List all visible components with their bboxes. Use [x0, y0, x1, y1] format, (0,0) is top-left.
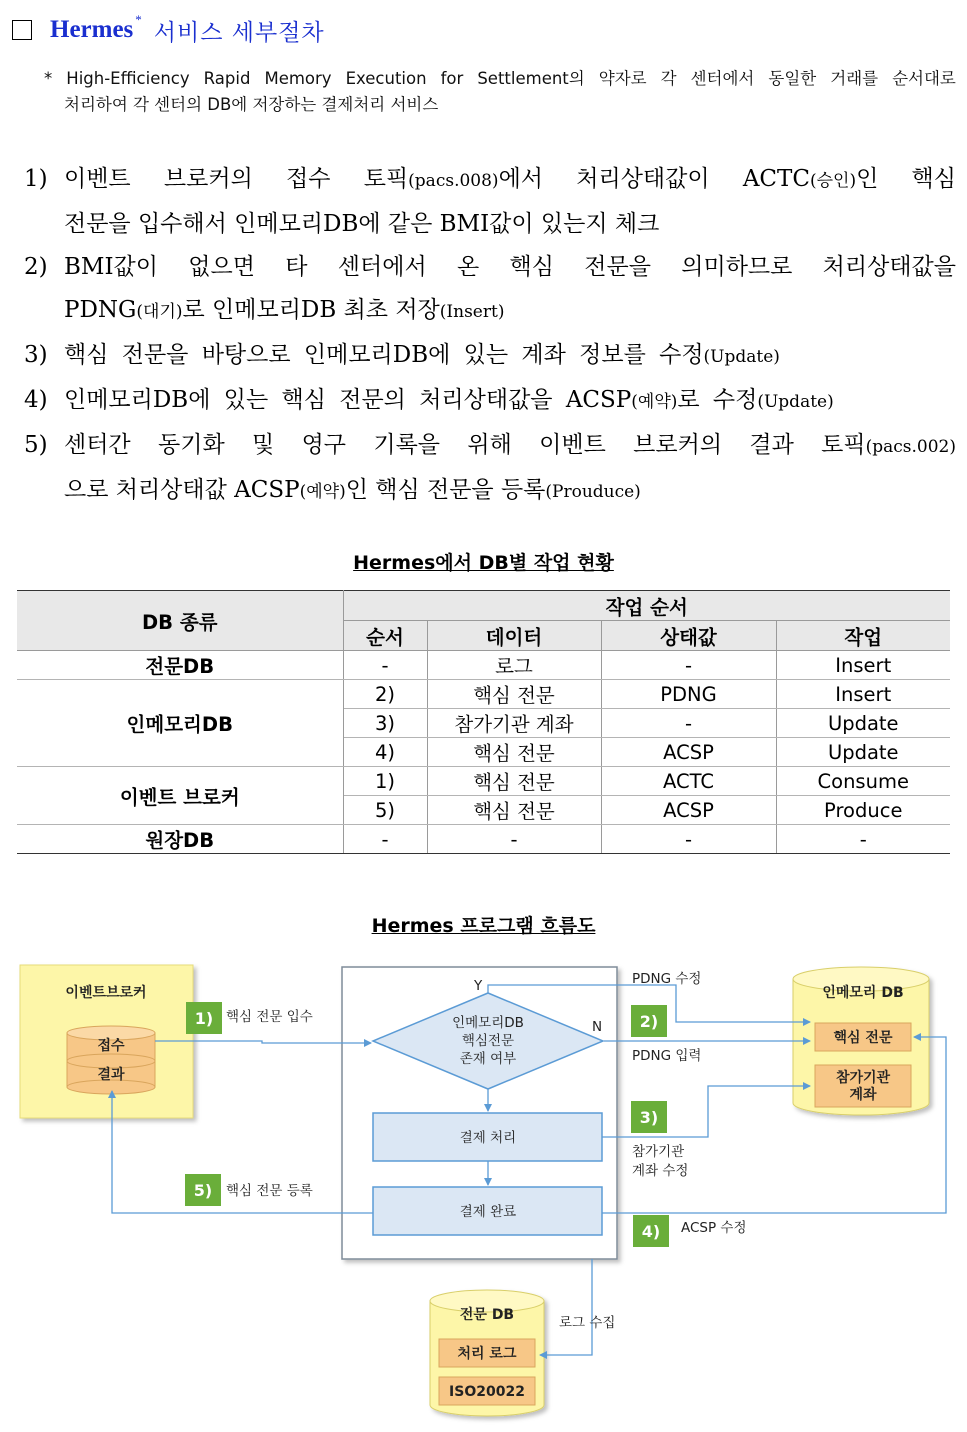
table-cell: 핵심 전문 [427, 796, 601, 825]
step-number: 4) [24, 387, 48, 413]
arrow-log-collect [540, 1259, 592, 1355]
decision-no-label: N [592, 1019, 603, 1035]
iso20022-label: ISO20022 [449, 1384, 525, 1400]
step-text-line: 으로 처리상태값 ACSP(예약)인 핵심 전문을 등록(Prouduce) [64, 477, 641, 503]
header-task: 작업 [776, 621, 950, 651]
table-row [17, 767, 950, 796]
step-number: 1) [24, 166, 48, 192]
procedure-steps [24, 158, 956, 514]
svg-text:2): 2) [639, 1012, 659, 1031]
table-cell: 5) [343, 796, 427, 825]
step-badge-4 [633, 1215, 669, 1247]
checkbox-square-icon [12, 20, 32, 40]
footnote-word: 동일한 [768, 69, 817, 88]
step1-label: 핵심 전문 입수 [226, 1009, 313, 1025]
db-name-cell: 전문DB [17, 651, 343, 680]
footnote-word: Rapid [203, 69, 251, 88]
svg-text:4): 4) [641, 1222, 661, 1241]
header-data: 데이터 [427, 621, 601, 651]
table-cell: Update [776, 709, 950, 738]
footnote-word: 약자로 [598, 69, 647, 88]
heading-footnote-mark: * [135, 12, 142, 27]
log-collect-label: 로그 수집 [559, 1315, 616, 1331]
table-cell: - [601, 651, 776, 680]
message-db-title: 전문 DB [459, 1307, 515, 1323]
table-cell: 2) [343, 680, 427, 709]
table-cell: - [343, 651, 427, 680]
footnote-word: 각 [660, 69, 677, 88]
footnote-word: 순서대로 [892, 69, 956, 88]
step-text-line: PDNG(대기)로 인메모리DB 최초 저장(Insert) [64, 297, 505, 323]
footnote-line-2: 처리하여 각 센터의 DB에 저장하는 결제처리 서비스 [64, 95, 439, 114]
table-cell: - [601, 825, 776, 854]
heading-subtitle: 서비스 세부절차 [153, 19, 325, 46]
header-status: 상태값 [601, 621, 776, 651]
table-row [17, 825, 950, 854]
table-cell: Consume [776, 767, 950, 796]
step3-label: 참가기관 [632, 1144, 685, 1160]
table-cell: 핵심 전문 [427, 738, 601, 767]
broker-title: 이벤트브로커 [65, 985, 147, 1001]
footnote-word: for [440, 69, 464, 88]
table-row [17, 651, 950, 680]
table-cell: PDNG [601, 680, 776, 709]
step-badge-5 [185, 1174, 221, 1206]
table-cell: ACSP [601, 738, 776, 767]
step-badge-3 [631, 1101, 667, 1133]
broker-receive-label: 접수 [97, 1038, 125, 1054]
table-cell: 로그 [427, 651, 601, 680]
participant-account-label: 계좌 [849, 1087, 877, 1103]
footnote [44, 66, 956, 118]
db-jobs-table [17, 590, 950, 854]
decision-yes-label: Y [474, 978, 483, 994]
step-2 [24, 246, 956, 334]
table-row [17, 680, 950, 709]
decision-label: 존재 여부 [459, 1051, 517, 1067]
step3-label: 계좌 수정 [632, 1163, 689, 1179]
footnote-word: Execution [345, 69, 427, 88]
flow-diagram [0, 955, 967, 1430]
table-cell: 3) [343, 709, 427, 738]
step-text-line: 전문을 입수해서 인메모리DB에 같은 BMI값이 있는지 체크 [64, 211, 660, 237]
heading-title: Hermes [50, 16, 134, 43]
decision-label: 핵심전문 [461, 1033, 515, 1049]
footnote-word: 거래를 [830, 69, 879, 88]
table-caption: Hermes에서 DB별 작업 현황 [353, 552, 614, 574]
db-name-cell: 원장DB [17, 825, 343, 854]
header-order: 순서 [343, 621, 427, 651]
table-cell: 4) [343, 738, 427, 767]
step-number: 3) [24, 342, 48, 368]
table-cell: 핵심 전문 [427, 680, 601, 709]
step4-label: ACSP 수정 [681, 1220, 747, 1236]
footnote-line-1 [44, 66, 956, 92]
table-cell: - [601, 709, 776, 738]
core-message-label: 핵심 전문 [833, 1030, 893, 1046]
table-cell: Insert [776, 651, 950, 680]
header-db-type: DB 종류 [17, 591, 343, 651]
step-text-line: 인메모리DB에 있는 핵심 전문의 처리상태값을 ACSP(예약)로 수정(Update) [64, 387, 834, 413]
table-cell: Produce [776, 796, 950, 825]
step-1 [24, 158, 956, 246]
step-3 [24, 334, 956, 379]
settlement-process-label: 결제 처리 [459, 1130, 517, 1146]
decision-label: 인메모리DB [452, 1015, 524, 1031]
step2-top-label: PDNG 수정 [632, 971, 702, 987]
db-name-cell: 인메모리DB [17, 680, 343, 767]
db-name-cell: 이벤트 브로커 [17, 767, 343, 825]
table-cell: ACTC [601, 767, 776, 796]
step-badge-1 [186, 1002, 222, 1034]
footnote-word: 센터에서 [690, 69, 755, 88]
participant-account-label: 참가기관 [835, 1070, 891, 1086]
svg-text:3): 3) [639, 1108, 659, 1127]
table-cell: 핵심 전문 [427, 767, 601, 796]
step2-bottom-label: PDNG 입력 [632, 1048, 702, 1064]
table-cell: - [776, 825, 950, 854]
step-text-line: 센터간 동기화 및 영구 기록을 위해 이벤트 브로커의 결과 토픽(pacs.002) [64, 432, 956, 458]
step-badge-2 [631, 1005, 667, 1037]
broker-result-label: 결과 [97, 1067, 125, 1083]
table-cell: ACSP [601, 796, 776, 825]
step5-label: 핵심 전문 등록 [226, 1183, 313, 1199]
step-number: 5) [24, 432, 48, 458]
svg-text:5): 5) [193, 1181, 213, 1200]
step-number: 2) [24, 254, 48, 280]
step-text-line: BMI값이 없으면 타 센터에서 온 핵심 전문을 의미하므로 처리상태값을 [64, 254, 956, 280]
header-job-order: 작업 순서 [343, 591, 950, 621]
process-log-label: 처리 로그 [457, 1346, 517, 1362]
table-cell: 1) [343, 767, 427, 796]
inmemory-db-title: 인메모리 DB [822, 985, 904, 1001]
table-cell: 참가기관 계좌 [427, 709, 601, 738]
table-cell: Insert [776, 680, 950, 709]
table-cell: - [343, 825, 427, 854]
footnote-mark: * [44, 69, 53, 88]
step-4 [24, 379, 956, 424]
footnote-word: High-Efficiency [66, 69, 190, 88]
step-text-line: 이벤트 브로커의 접수 토픽(pacs.008)에서 처리상태값이 ACTC(승인)인 핵심 [64, 166, 956, 192]
footnote-word: Memory [264, 69, 332, 88]
settlement-complete-label: 결제 완료 [459, 1204, 517, 1220]
diagram-caption: Hermes 프로그램 흐름도 [371, 915, 596, 937]
table-cell: - [427, 825, 601, 854]
table-cell: Update [776, 738, 950, 767]
step-text-line: 핵심 전문을 바탕으로 인메모리DB에 있는 계좌 정보를 수정(Update) [64, 342, 780, 368]
section-heading [12, 12, 325, 48]
step-5 [24, 424, 956, 514]
broker-cylinder-icon [67, 1026, 155, 1094]
svg-text:1): 1) [194, 1009, 214, 1028]
footnote-word: Settlement의 [477, 69, 585, 88]
